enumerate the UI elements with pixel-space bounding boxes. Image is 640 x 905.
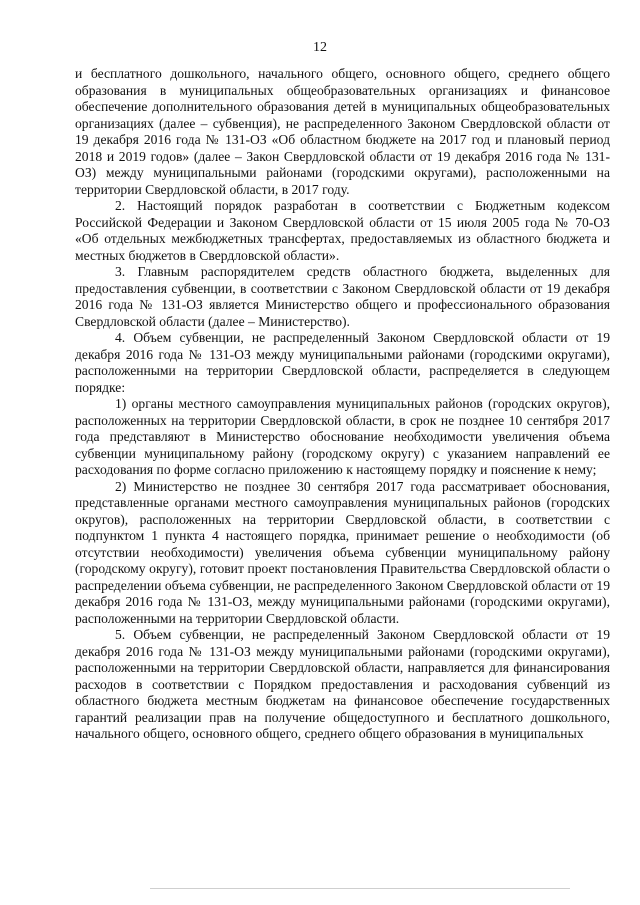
subparagraph-4-2: 2) Министерство не позднее 30 сентября 2017 года рассматривает обоснования, представленные органами местного самоуправления муниципальных районов (городских округов), расположенных на территории Свердловской области, в соответствии с подпунктом 1 пункта 4 настоящего порядка, принимает решение о необходимости (об отсутствии необходимости) увеличения объема субвенции муниципальному району (городскому округу), готовит проект постановления Правительства Свердловской области о распределении объема субвенции, не распределенного Законом Свердловской области от 19 декабря 2016 года № 131-ОЗ, между муниципальными районами (городскими округами), расположенными на территории Свердловской области. [75, 478, 610, 626]
page-number: 12 [313, 40, 327, 55]
paragraph-continuation: и бесплатного дошкольного, начального общего, основного общего, среднего общего образования в муниципальных общеобразовательных организациях и финансовое обеспечение дополнительного образования детей в муниципальных общеобразовательных организациях (далее – субвенция), не распределенного Законом Свердловской области от 19 декабря 2016 года № 131-ОЗ «Об областном бюджете на 2017 год и плановый период 2018 и 2019 годов» (далее – Закон Свердловской области от 19 декабря 2016 года № 131-ОЗ) между муниципальными районами (городскими округами), расположенными на территории Свердловской области, в 2017 году. [75, 66, 610, 197]
document-body [75, 66, 610, 743]
subparagraph-4-1: 1) органы местного самоуправления муниципальных районов (городских округов), расположенных на территории Свердловской области, в срок не позднее 10 сентября 2017 года представляют в Министерство обоснование необходимости увеличения объема субвенции муниципальному району (городскому округу) с указанием направлений ее расходования по форме согласно приложению к настоящему порядку и пояснение к нему; [75, 396, 610, 477]
paragraph-item-5: 5. Объем субвенции, не распределенный Законом Свердловской области от 19 декабря 2016 года № 131-ОЗ между муниципальными районами (городскими округами), расположенными на территории Свердловской области, направляется для финансирования расходов в соответствии с Порядком предоставления и расходования субвенций из областного бюджета местным бюджетам на финансовое обеспечение государственных гарантий реализации прав на получение общедоступного и бесплатного дошкольного, начального общего, основного общего, среднего общего образования в муниципальных [75, 627, 610, 741]
paragraph-item-3: 3. Главным распорядителем средств областного бюджета, выделенных для предоставления субвенции, в соответствии с Законом Свердловской области от 19 декабря 2016 года № 131-ОЗ является Министерство общего и профессионального образования Свердловской области (далее – Министерство). [75, 264, 610, 329]
paragraph-item-4: 4. Объем субвенции, не распределенный Законом Свердловской области от 19 декабря 2016 года № 131-ОЗ между муниципальными районами (городскими округами), расположенными на территории Свердловской области, распределяется в следующем порядке: [75, 330, 610, 395]
paragraph-item-2: 2. Настоящий порядок разработан в соответствии с Бюджетным кодексом Российской Федерации и Законом Свердловской области от 15 июля 2005 года № 70-ОЗ «Об отдельных межбюджетных трансфертах, предоставляемых из областного бюджета и местных бюджетов в Свердловской области». [75, 198, 610, 263]
scan-artifact-line [150, 888, 570, 889]
